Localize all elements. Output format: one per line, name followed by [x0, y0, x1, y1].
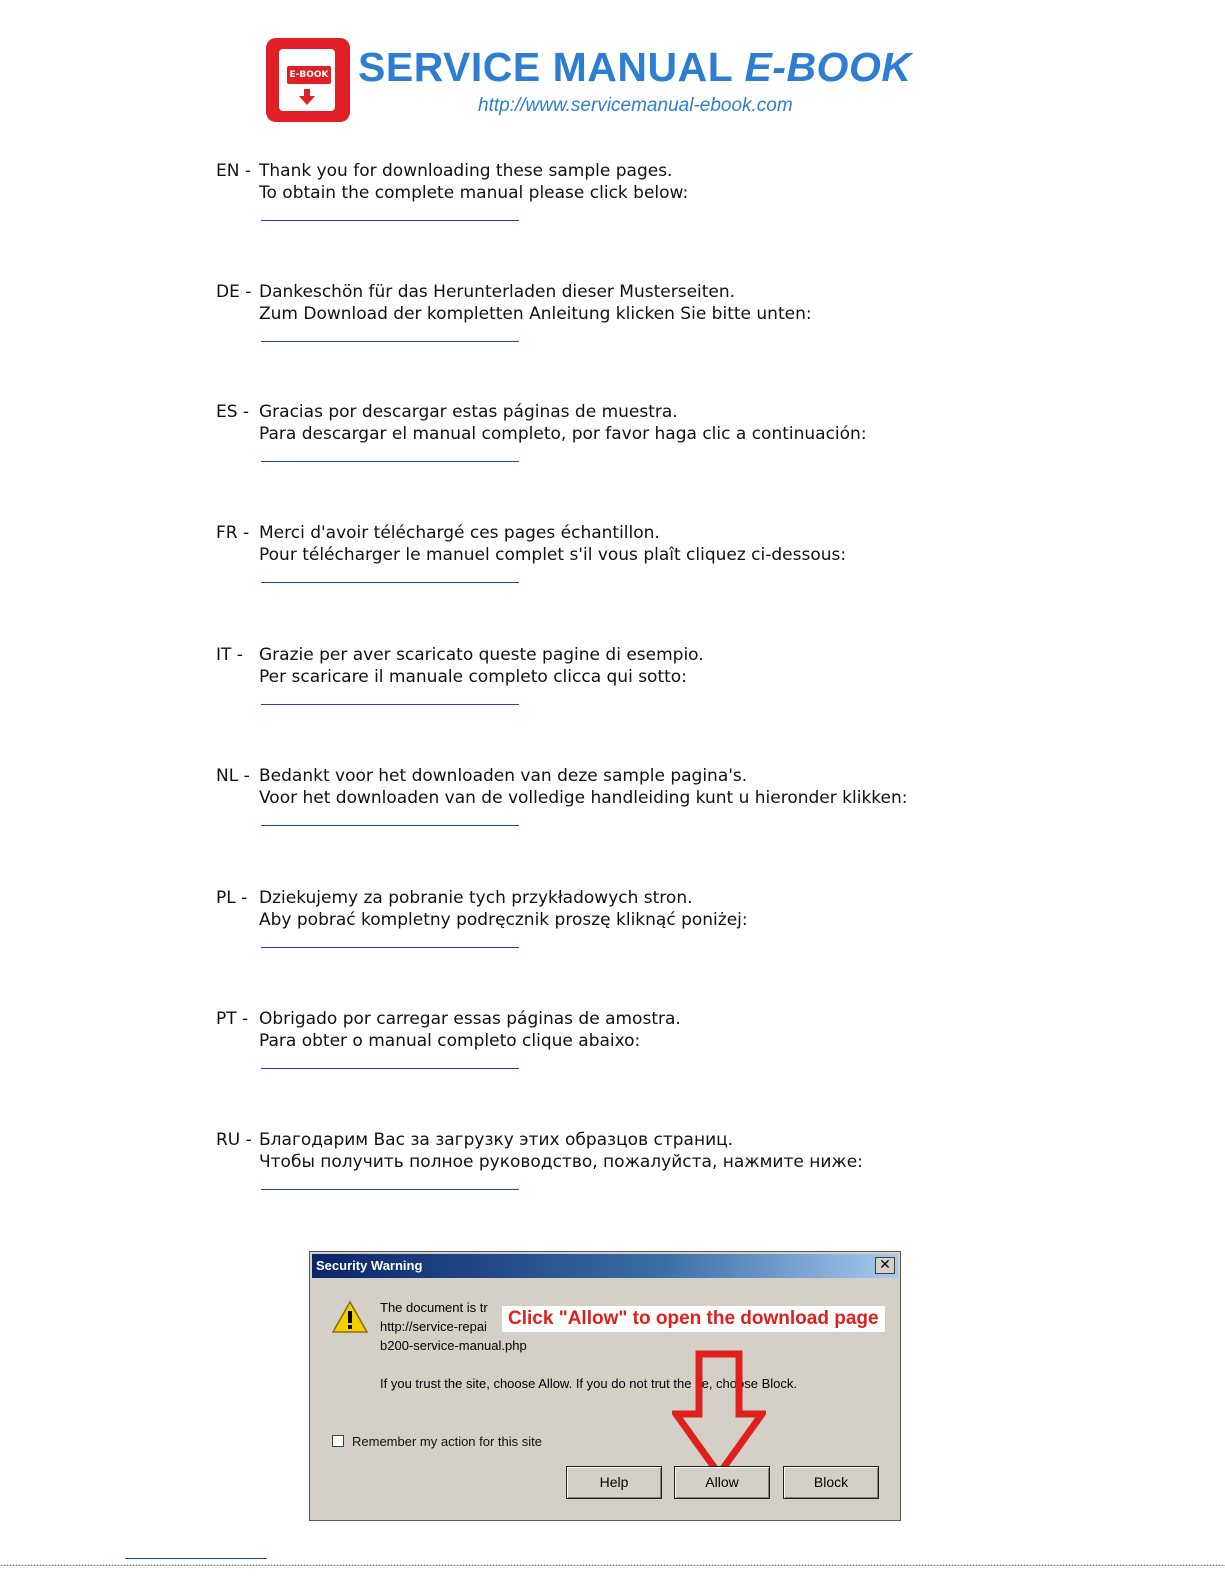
remember-checkbox[interactable]: [332, 1435, 344, 1447]
lang-block-ru: [216, 1129, 976, 1239]
lang-instruction: Per scaricare il manuale completo clicca qui sotto:: [259, 667, 687, 687]
close-icon[interactable]: ✕: [875, 1257, 895, 1274]
lang-instruction: To obtain the complete manual please click below:: [259, 183, 689, 203]
lang-block-pl: [216, 887, 976, 997]
dialog-message-url-cont: b200-service-manual.php: [380, 1338, 527, 1353]
lang-code: PL -: [216, 888, 248, 908]
download-link[interactable]: [261, 823, 519, 826]
security-warning-dialog: [309, 1251, 901, 1521]
badge-label: E-BOOK: [287, 66, 331, 84]
lang-instruction: Чтобы получить полное руководство, пожалуйста, нажмите ниже:: [259, 1152, 863, 1172]
lang-instruction: Para obter o manual completo clique abaixo:: [259, 1031, 641, 1051]
lang-text: Bedankt voor het downloaden van deze sample pagina's.: [259, 766, 748, 786]
download-arrow-icon: [298, 89, 316, 105]
allow-callout: Click "Allow" to open the download page: [502, 1306, 885, 1332]
lang-block-it: [216, 644, 976, 754]
lang-code: IT -: [216, 645, 243, 665]
lang-code: FR -: [216, 523, 250, 543]
lang-text: Благодарим Вас за загрузку этих образцов страниц.: [259, 1130, 734, 1150]
dialog-titlebar: [312, 1254, 898, 1278]
lang-text: Thank you for downloading these sample pages.: [259, 161, 673, 181]
download-link[interactable]: [261, 1187, 519, 1190]
dialog-message-url: http://service-repai: [380, 1319, 487, 1334]
page-divider: [0, 1564, 1225, 1566]
download-link[interactable]: [261, 218, 519, 221]
lang-instruction: Voor het downloaden van de volledige handleiding kunt u hieronder klikken:: [259, 788, 908, 808]
lang-text: Gracias por descargar estas páginas de muestra.: [259, 402, 678, 422]
lang-code: DE -: [216, 282, 252, 302]
download-link[interactable]: [261, 702, 519, 705]
lang-block-fr: [216, 522, 976, 632]
lang-code: NL -: [216, 766, 250, 786]
lang-block-nl: [216, 765, 976, 875]
logo: [266, 38, 946, 128]
lang-block-pt: [216, 1008, 976, 1118]
warning-icon: [332, 1300, 368, 1334]
lang-block-es: [216, 401, 976, 511]
block-button[interactable]: Block: [783, 1466, 879, 1499]
lang-text: Dankeschön für das Herunterladen dieser Musterseiten.: [259, 282, 736, 302]
download-link[interactable]: [261, 580, 519, 583]
lang-code: RU -: [216, 1130, 252, 1150]
lang-text: Grazie per aver scaricato queste pagine di esempio.: [259, 645, 704, 665]
lang-code: PT -: [216, 1009, 249, 1029]
download-link[interactable]: [261, 459, 519, 462]
logo-url[interactable]: http://www.servicemanual-ebook.com: [478, 95, 793, 116]
arrow-down-icon: [672, 1350, 766, 1478]
lang-text: Merci d'avoir téléchargé ces pages échantillon.: [259, 523, 660, 543]
lang-block-de: [216, 281, 976, 391]
download-link[interactable]: [261, 1066, 519, 1069]
lang-instruction: Pour télécharger le manuel complet s'il vous plaît cliquez ci-dessous:: [259, 545, 847, 565]
download-link[interactable]: [261, 339, 519, 342]
lang-text: Obrigado por carregar essas páginas de amostra.: [259, 1009, 681, 1029]
lang-instruction: Para descargar el manual completo, por favor haga clic a continuación:: [259, 424, 867, 444]
download-link[interactable]: [261, 945, 519, 948]
lang-text: Dziekujemy za pobranie tych przykładowych stron.: [259, 888, 693, 908]
lang-block-en: [216, 160, 976, 270]
dialog-title: Security Warning: [316, 1258, 423, 1273]
dialog-message-line1: The document is tr: [380, 1300, 488, 1315]
help-button[interactable]: Help: [566, 1466, 662, 1499]
dialog-message-trust: If you trust the site, choose Allow. If you do not trut the se, choose Block.: [380, 1376, 797, 1391]
remember-label: Remember my action for this site: [352, 1434, 543, 1449]
lang-instruction: Zum Download der kompletten Anleitung klicken Sie bitte unten:: [259, 304, 812, 324]
lang-instruction: Aby pobrać kompletny podręcznik proszę kliknąć poniżej:: [259, 910, 748, 930]
ebook-download-icon: [266, 38, 350, 122]
logo-title: SERVICE MANUAL E-BOOK: [358, 44, 912, 90]
lang-code: EN -: [216, 161, 251, 181]
allow-button[interactable]: Allow: [674, 1466, 770, 1499]
lang-code: ES -: [216, 402, 250, 422]
footer-link[interactable]: [125, 1557, 267, 1559]
